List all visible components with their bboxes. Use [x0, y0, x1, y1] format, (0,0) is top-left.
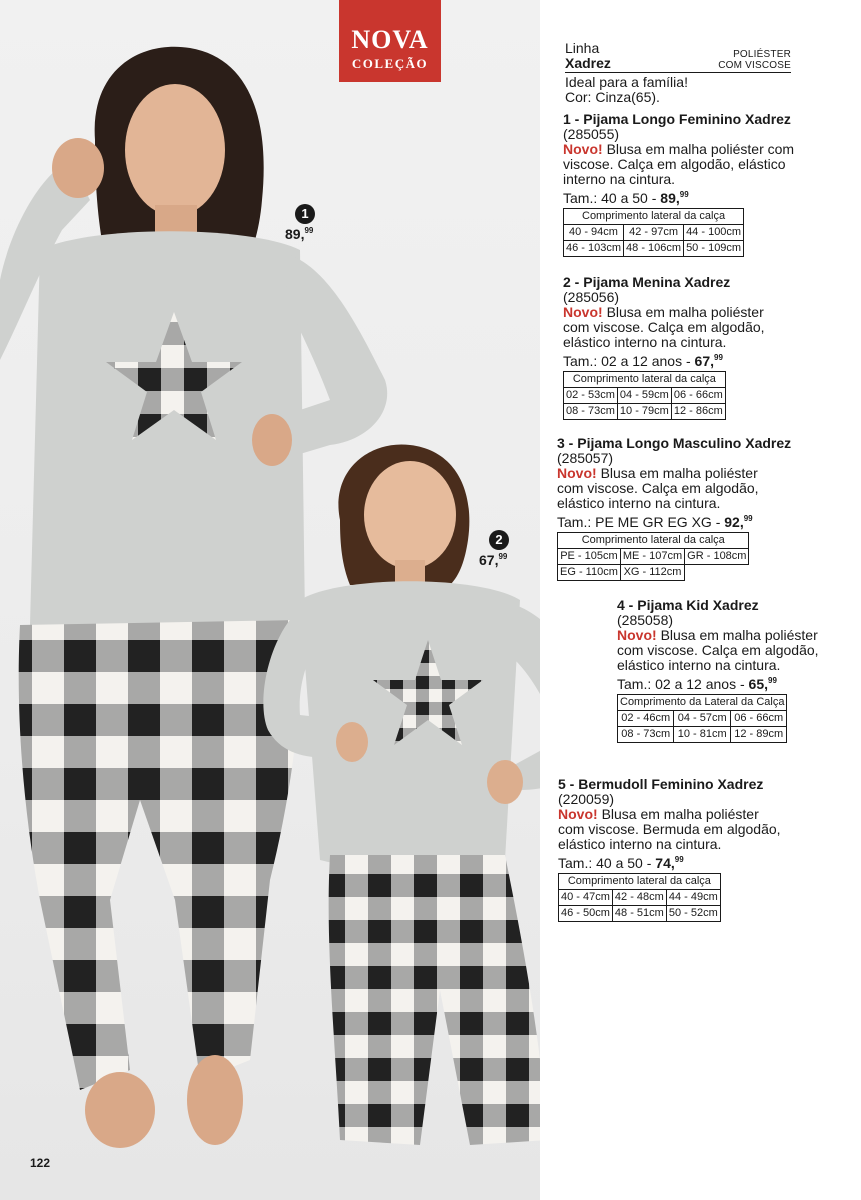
product-size-price: Tam.: 02 a 12 anos - 67,99	[563, 353, 723, 369]
marker-number: 2	[489, 530, 509, 550]
product-title: 1 - Pijama Longo Feminino Xadrez	[563, 111, 791, 127]
price-marker-2	[481, 530, 517, 568]
novo-tag: Novo!	[563, 141, 603, 157]
size-table: Comprimento lateral da calça PE - 105cm ME - 107cm GR - 108cm EG - 110cm XG - 112cm	[557, 532, 749, 581]
product-1: 1 - Pijama Longo Feminino Xadrez (285055) Novo! Blusa em malha poliéster com viscose. Calça em algodão, elástico interno na cintura. Tam.: 40 a 50 - 89,99 Comprimento lateral da calça 40 - 94cm 42 - 97cm 44 - 100cm 46 - 103cm 48 - 106cm 50 - 109cm	[563, 112, 794, 257]
novo-tag: Novo!	[563, 304, 603, 320]
product-5: 5 - Bermudoll Feminino Xadrez (220059) Novo! Blusa em malha poliéster com viscose. Bermuda em algodão, elástico interno na cintura. Tam.: 40 a 50 - 74,99 Comprimento lateral da calça 40 - 47cm 42 - 48cm 44 - 49cm 46 - 50cm 48 - 51cm 50 - 52cm	[558, 777, 781, 922]
product-code: (220059)	[558, 791, 615, 807]
product-code: (285055)	[563, 126, 620, 142]
product-code: (285056)	[563, 289, 620, 305]
line-label: Linha	[565, 40, 600, 56]
new-collection-badge	[339, 0, 441, 82]
product-size-price: Tam.: 02 a 12 anos - 65,99	[617, 676, 777, 692]
product-3: 3 - Pijama Longo Masculino Xadrez (285057) Novo! Blusa em malha poliéster com viscose. Calça em algodão, elástico interno na cintura. Tam.: PE ME GR EG XG - 92,99 Comprimento lateral da calça PE - 105cm ME - 107cm GR - 108cm EG - 110cm XG - 112cm	[557, 436, 791, 581]
page-number: 122	[30, 1156, 51, 1170]
novo-tag: Novo!	[558, 806, 598, 822]
badge-line-2: COLEÇÃO	[351, 56, 429, 71]
product-size-price: Tam.: PE ME GR EG XG - 92,99	[557, 514, 753, 530]
size-table: Comprimento da Lateral da Calça 02 - 46cm 04 - 57cm 06 - 66cm 08 - 73cm 10 - 81cm 12 - 89cm	[617, 694, 787, 743]
product-4: 4 - Pijama Kid Xadrez (285058) Novo! Blusa em malha poliéster com viscose. Calça em algodão, elástico interno na cintura. Tam.: 02 a 12 anos - 65,99 Comprimento da Lateral da Calça 02 - 46cm 04 - 57cm 06 - 66cm 08 - 73cm 10 - 81cm 12 - 89cm	[617, 598, 819, 743]
product-size-price: Tam.: 40 a 50 - 74,99	[558, 855, 684, 871]
product-2: 2 - Pijama Menina Xadrez (285056) Novo! Blusa em malha poliéster com viscose. Calça em algodão, elástico interno na cintura. Tam.: 02 a 12 anos - 67,99 Comprimento lateral da calça 02 - 53cm 04 - 59cm 06 - 66cm 08 - 73cm 10 - 79cm 12 - 86cm	[563, 275, 765, 420]
product-title: 5 - Bermudoll Feminino Xadrez	[558, 776, 764, 792]
size-table: Comprimento lateral da calça 40 - 94cm 42 - 97cm 44 - 100cm 46 - 103cm 48 - 106cm 50 - 109cm	[563, 208, 744, 257]
badge-line-1: NOVA	[351, 25, 429, 54]
size-table: Comprimento lateral da calça 40 - 47cm 42 - 48cm 44 - 49cm 46 - 50cm 48 - 51cm 50 - 52cm	[558, 873, 721, 922]
line-title: Xadrez	[565, 55, 611, 71]
line-description: Ideal para a família! Cor: Cinza(65).	[565, 74, 688, 105]
product-title: 4 - Pijama Kid Xadrez	[617, 597, 759, 613]
marker-number: 1	[295, 204, 315, 224]
product-code: (285058)	[617, 612, 674, 628]
product-code: (285057)	[557, 450, 614, 466]
marker-price: 89,99	[285, 226, 314, 242]
line-header	[565, 41, 791, 105]
product-size-price: Tam.: 40 a 50 - 89,99	[563, 190, 689, 206]
product-title: 2 - Pijama Menina Xadrez	[563, 274, 731, 290]
size-table: Comprimento lateral da calça 02 - 53cm 04 - 59cm 06 - 66cm 08 - 73cm 10 - 79cm 12 - 86cm	[563, 371, 726, 420]
marker-price: 67,99	[479, 552, 508, 568]
novo-tag: Novo!	[617, 627, 657, 643]
novo-tag: Novo!	[557, 465, 597, 481]
material-note: POLIÉSTER COM VISCOSE	[718, 49, 791, 71]
product-title: 3 - Pijama Longo Masculino Xadrez	[557, 435, 792, 451]
price-marker-1	[287, 204, 323, 242]
